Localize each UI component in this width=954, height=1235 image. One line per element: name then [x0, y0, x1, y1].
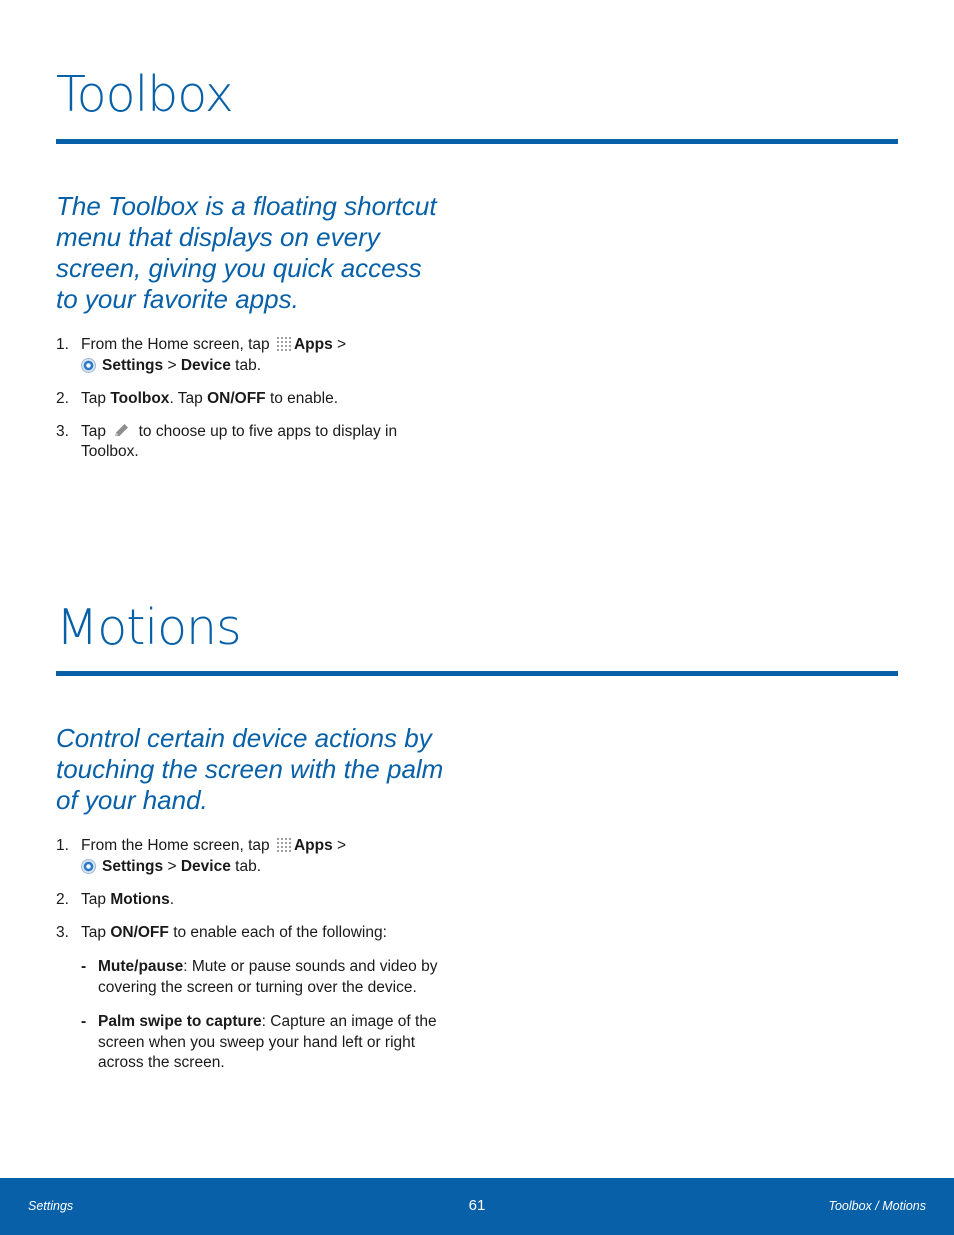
footer-section-label: Settings — [28, 1199, 74, 1213]
step-text: From the Home screen, tap — [81, 336, 270, 353]
toolbox-intro: The Toolbox is a floating shortcut menu that displays on every screen, giving you quick access to your favorite apps. — [56, 191, 437, 314]
toolbox-steps — [56, 335, 456, 475]
step-number: 2. — [56, 389, 69, 407]
page-footer — [0, 1178, 954, 1235]
apps-grid-icon — [276, 837, 292, 853]
toolbox-step-2 — [56, 389, 456, 410]
motions-step-2 — [56, 890, 456, 911]
separator: > — [167, 356, 177, 374]
sub-item-palm-swipe — [81, 1012, 456, 1074]
step-text: Tap — [81, 389, 106, 407]
step-text: to choose up to five apps to display in Toolbox. — [81, 422, 398, 460]
toolbox-section — [56, 66, 898, 460]
toolbox-step-3 — [56, 422, 456, 463]
motions-label: Motions — [110, 890, 170, 908]
step-number: 1. — [56, 336, 69, 353]
dash-bullet: - — [81, 958, 87, 975]
settings-label: Settings — [102, 356, 164, 374]
motions-rule — [56, 671, 898, 676]
step-text: to enable each of the following: — [173, 923, 387, 941]
step-text: From the Home screen, tap — [81, 837, 270, 854]
settings-gear-icon — [81, 859, 96, 874]
tab-text: tab. — [235, 356, 261, 374]
step-text: Tap — [81, 422, 106, 440]
separator: > — [337, 837, 347, 854]
toolbox-label: Toolbox — [110, 389, 170, 407]
apps-grid-icon — [276, 336, 292, 352]
apps-label: Apps — [293, 336, 333, 353]
step-text: Tap — [81, 923, 106, 941]
motions-step-3 — [56, 923, 456, 1074]
device-label: Device — [180, 857, 231, 875]
pencil-icon — [112, 423, 132, 439]
motions-section — [56, 599, 898, 1071]
device-label: Device — [180, 356, 231, 374]
step-number: 3. — [56, 923, 69, 941]
sub-item-text: : Mute or pause sounds and video by covering the screen or turning over the device. — [98, 958, 438, 996]
step-text: Tap — [81, 890, 106, 908]
onoff-label: ON/OFF — [110, 923, 169, 941]
motions-step-1 — [56, 836, 456, 877]
sub-item-text: : Capture an image of the screen when you sweep your hand left or right across the screen. — [98, 1013, 437, 1071]
separator: > — [337, 336, 347, 353]
motions-steps — [56, 836, 456, 1086]
settings-gear-icon — [81, 358, 96, 373]
toolbox-rule — [56, 139, 898, 144]
step-number: 2. — [56, 890, 69, 908]
step-number: 1. — [56, 837, 69, 854]
step-text: to enable. — [269, 389, 339, 407]
tab-text: tab. — [235, 857, 261, 875]
step-number: 3. — [56, 422, 69, 440]
separator: > — [167, 857, 177, 875]
motions-intro: Control certain device actions by touching the screen with the palm of your hand. — [56, 723, 444, 815]
step-text: . — [169, 890, 175, 908]
page-number: 61 — [468, 1197, 486, 1214]
mute-pause-label: Mute/pause — [98, 958, 184, 975]
onoff-label: ON/OFF — [207, 389, 266, 407]
toolbox-title: Toolbox — [56, 66, 233, 123]
palm-swipe-label: Palm swipe to capture — [98, 1013, 262, 1030]
sub-item-mute-pause — [81, 957, 456, 998]
settings-label: Settings — [102, 857, 164, 875]
motions-title: Motions — [56, 599, 241, 656]
footer-topic-label: Toolbox / Motions — [828, 1199, 926, 1213]
dash-bullet: - — [81, 1013, 87, 1030]
toolbox-step-1 — [56, 335, 456, 376]
apps-label: Apps — [293, 837, 333, 854]
step-text: . Tap — [169, 389, 203, 407]
